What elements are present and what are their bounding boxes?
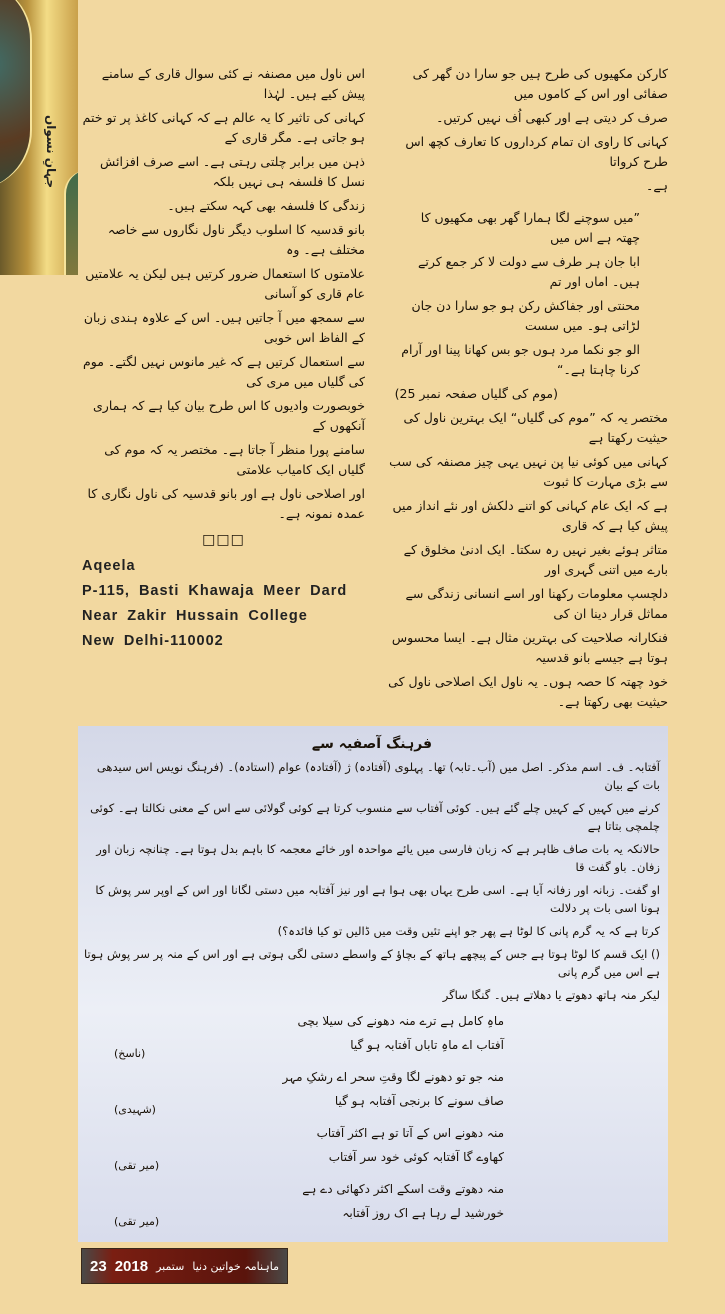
page-footer-banner	[81, 1248, 288, 1284]
article-columns	[82, 0, 668, 716]
address-line: P-115, Basti Khawaja Meer Dard	[82, 583, 348, 599]
poet-name: (شہیدی)	[114, 1103, 156, 1116]
box-line: آفتابہ۔ ف۔ اسم مذکر۔ اصل میں (آب۔تابہ) تھا۔ پہلوی (آفتادہ) ژ (آفتادہ) عوام (استادہ)۔ (فرہنگ نویس اس سیدھی بات کے بیان	[96, 760, 660, 792]
text-line: ہے۔	[646, 178, 668, 193]
text-line: صرف کر دیتی ہے اور کبھی اُف نہیں کرتیں۔	[436, 110, 668, 125]
poet-name: (ناسخ)	[114, 1047, 146, 1060]
text-line: متاثر ہوئے بغیر نہیں رہ سکتا۔ ایک ادنیٰ مخلوق کے بارے میں اتنی گہری اور	[403, 542, 668, 577]
quote-source: (موم کی گلیاں صفحہ نمبر 25)	[394, 386, 558, 401]
section-title: جہانِ نسواں	[44, 115, 58, 189]
poem	[84, 1180, 660, 1228]
text-line: زندگی کا فلسفہ بھی کہہ سکتے ہیں۔	[167, 198, 365, 213]
poem-line: خورشید لے رہا ہے اک روز آفتابہ	[342, 1206, 504, 1220]
text-line: خود چھتہ کا حصہ ہوں۔ یہ ناول ایک اصلاحی ناول کی حیثیت بھی رکھتا ہے۔	[388, 674, 668, 709]
right-column	[385, 64, 668, 716]
poem	[84, 1012, 660, 1060]
text-line: ذہن میں برابر چلتی رہتی ہے۔ اسے صرف افزائش نسل کا فلسفہ ہی نہیں بلکہ	[100, 154, 365, 189]
poem	[84, 1124, 660, 1172]
box-line: کرنے میں کہیں کے کہیں چلے گئے ہیں۔ کوئی آفتاب سے منسوب کرتا ہے کوئی گولائی سے اس کے معنی نکالتا ہے۔ کوئی چلمچی بتاتا ہے	[90, 801, 660, 833]
box-line: او گفت۔ زبانہ اور زفانہ آیا ہے۔ اسی طرح یہاں بھی ہوا ہے اور نیز آفتابہ میں دستی لگانا اور اس کے اوپر سر پوش کا ہونا اسی بات پر دلالت	[95, 883, 660, 915]
text-line: کہانی کی تاثیر کا یہ عالم ہے کہ کہانی کاغذ پر تو ختم ہو جاتی ہے۔ مگر قاری کے	[82, 110, 365, 145]
box-title: فرہنگ آصفیہ سے	[311, 736, 433, 752]
left-column	[82, 64, 365, 716]
poem-line: منہ دھوتے وقت اسکے اکثر دکھائی دے ہے	[302, 1182, 504, 1196]
text-line: بانو قدسیہ کا اسلوب دیگر ناول نگاروں سے خاصہ مختلف ہے۔ وہ	[107, 222, 365, 257]
box-line: لیکر منہ ہاتھ دھوتے یا دھلاتے ہیں۔ گنگا ساگر	[442, 988, 660, 1002]
text-line: سامنے پورا منظر آ جاتا ہے۔ مختصر یہ کہ موم کی گلیاں ایک کامیاب علامتی	[104, 442, 365, 477]
text-line: خوبصورت وادیوں کا اس طرح بیان کیا ہے کہ ہماری آنکھوں کے	[93, 398, 365, 433]
box-line: () ایک قسم کا لوٹا ہوتا ہے جس کے پیچھے ہاتھ کے بچاؤ کے واسطے دستی لگی ہوتی ہے اور اس کے منہ پر سر پوش ہوتا ہے اس میں گرم پانی	[84, 947, 660, 979]
box-line: کرتا ہے کہ یہ گرم پانی کا لوٹا ہے پھر جو اپنے تئیں وقت میں ڈالیں تو کیا فائدہ؟)	[277, 924, 660, 938]
text-line: علامتوں کا استعمال ضرور کرتیں ہیں لیکن یہ علامتیں عام قاری کو آسانی	[85, 266, 365, 301]
address-line: New Delhi-110002	[82, 633, 224, 649]
text-line: دلچسپ معلومات رکھنا اور اسے انسانی زندگی سے مماثل قرار دینا ان کی	[405, 586, 668, 621]
author-name: Aqeela	[82, 558, 136, 574]
address-line: Near Zakir Hussain College	[82, 608, 308, 624]
page-number: 23	[90, 1257, 107, 1275]
poem-line: منہ دھونے اس کے آتا تو ہے اکثر آفتاب	[316, 1126, 504, 1140]
poem-line: صاف سونے کا برنجی آفتابہ ہو گیا	[334, 1094, 504, 1108]
poem	[84, 1068, 660, 1116]
text-line: اور اصلاحی ناول ہے اور بانو قدسیہ کی ناول نگاری کا عمدہ نمونہ ہے۔	[87, 486, 365, 521]
text-line: ہے کہ ایک عام کہانی کو اتنے دلکش اور نئے انداز میں پیش کیا ہے کہ قاری	[392, 498, 668, 533]
quote-line: ابا جان ہر طرف سے دولت لا کر جمع کرتے ہیں۔ اماں اور تم	[418, 254, 640, 289]
text-line: کارکن مکھیوں کی طرح ہیں جو سارا دن گھر کی صفائی اور اس کے کاموں میں	[412, 66, 668, 101]
decorative-art	[64, 170, 78, 275]
poet-name: (میر تقی)	[114, 1215, 160, 1228]
quote-line: محنتی اور جفاکش رکن ہو جو سارا دن جان لڑاتی ہو۔ میں سست	[411, 298, 640, 333]
decorative-art	[0, 0, 32, 190]
poem-line: کھاوے گا آفتابہ کوئی خود سر آفتاب	[328, 1150, 504, 1164]
dictionary-box	[78, 726, 668, 1242]
poem-line: منہ جو تو دھونے لگا وقتِ سحر اے رشکِ مہر	[282, 1070, 504, 1084]
box-line: حالانکہ یہ بات صاف ظاہر ہے کہ زبان فارسی میں یائے مواحدہ اور خائے معجمہ کا باہم بدل ہوتا ہے۔ چنانچہ زبان اور زفان۔ باو گفت قا	[96, 842, 660, 874]
header-decoration	[0, 0, 78, 275]
text-line: فنکارانہ صلاحیت کی بہترین مثال ہے۔ ایسا محسوس ہوتا ہے جیسے بانو قدسیہ	[391, 630, 668, 665]
poem-line: ماہِ کامل ہے ترے منہ دھونے کی سیلا بچی	[297, 1014, 504, 1028]
magazine-name: ماہنامہ خواتین دنیا	[192, 1259, 279, 1273]
poet-name: (میر تقی)	[114, 1159, 160, 1172]
quote-line: ”میں سوچنے لگا ہمارا گھر بھی مکھیوں کا چھتہ ہے اس میں	[420, 210, 640, 245]
poem-line: آفتاب اے ماہِ تاباں آفتابہ ہو گیا	[350, 1038, 504, 1052]
quote-line: الو جو نکما مرد ہوں جو بس کھانا پینا اور آرام کرنا چاہتا ہے۔“	[401, 342, 640, 377]
text-line: کہانی کا راوی ان تمام کرداروں کا تعارف کچھ اس طرح کرواتا	[405, 134, 668, 169]
issue-month: ستمبر	[156, 1259, 185, 1273]
text-line: سے استعمال کرتیں ہے کہ غیر مانوس نہیں لگتے۔ موم کی گلیاں میں مری کی	[83, 354, 365, 389]
issue-year: 2018	[114, 1257, 149, 1275]
text-line: کہانی میں کوئی نیا پن نہیں یہی چیز مصنفہ کی سب سے بڑی مہارت کا ثبوت	[389, 454, 668, 489]
text-line: اس ناول میں مصنفہ نے کئی سوال قاری کے سامنے پیش کیے ہیں۔ لہٰذا	[101, 66, 365, 101]
section-separator: □□□	[202, 532, 245, 548]
text-line: سے سمجھ میں آ جاتیں ہیں۔ اس کے علاوہ ہندی زبان کے الفاظ اس خوبی	[83, 310, 365, 345]
text-line: مختصر یہ کہ ”موم کی گلیاں“ ایک بہترین ناول کی حیثیت رکھتا ہے	[403, 410, 668, 445]
